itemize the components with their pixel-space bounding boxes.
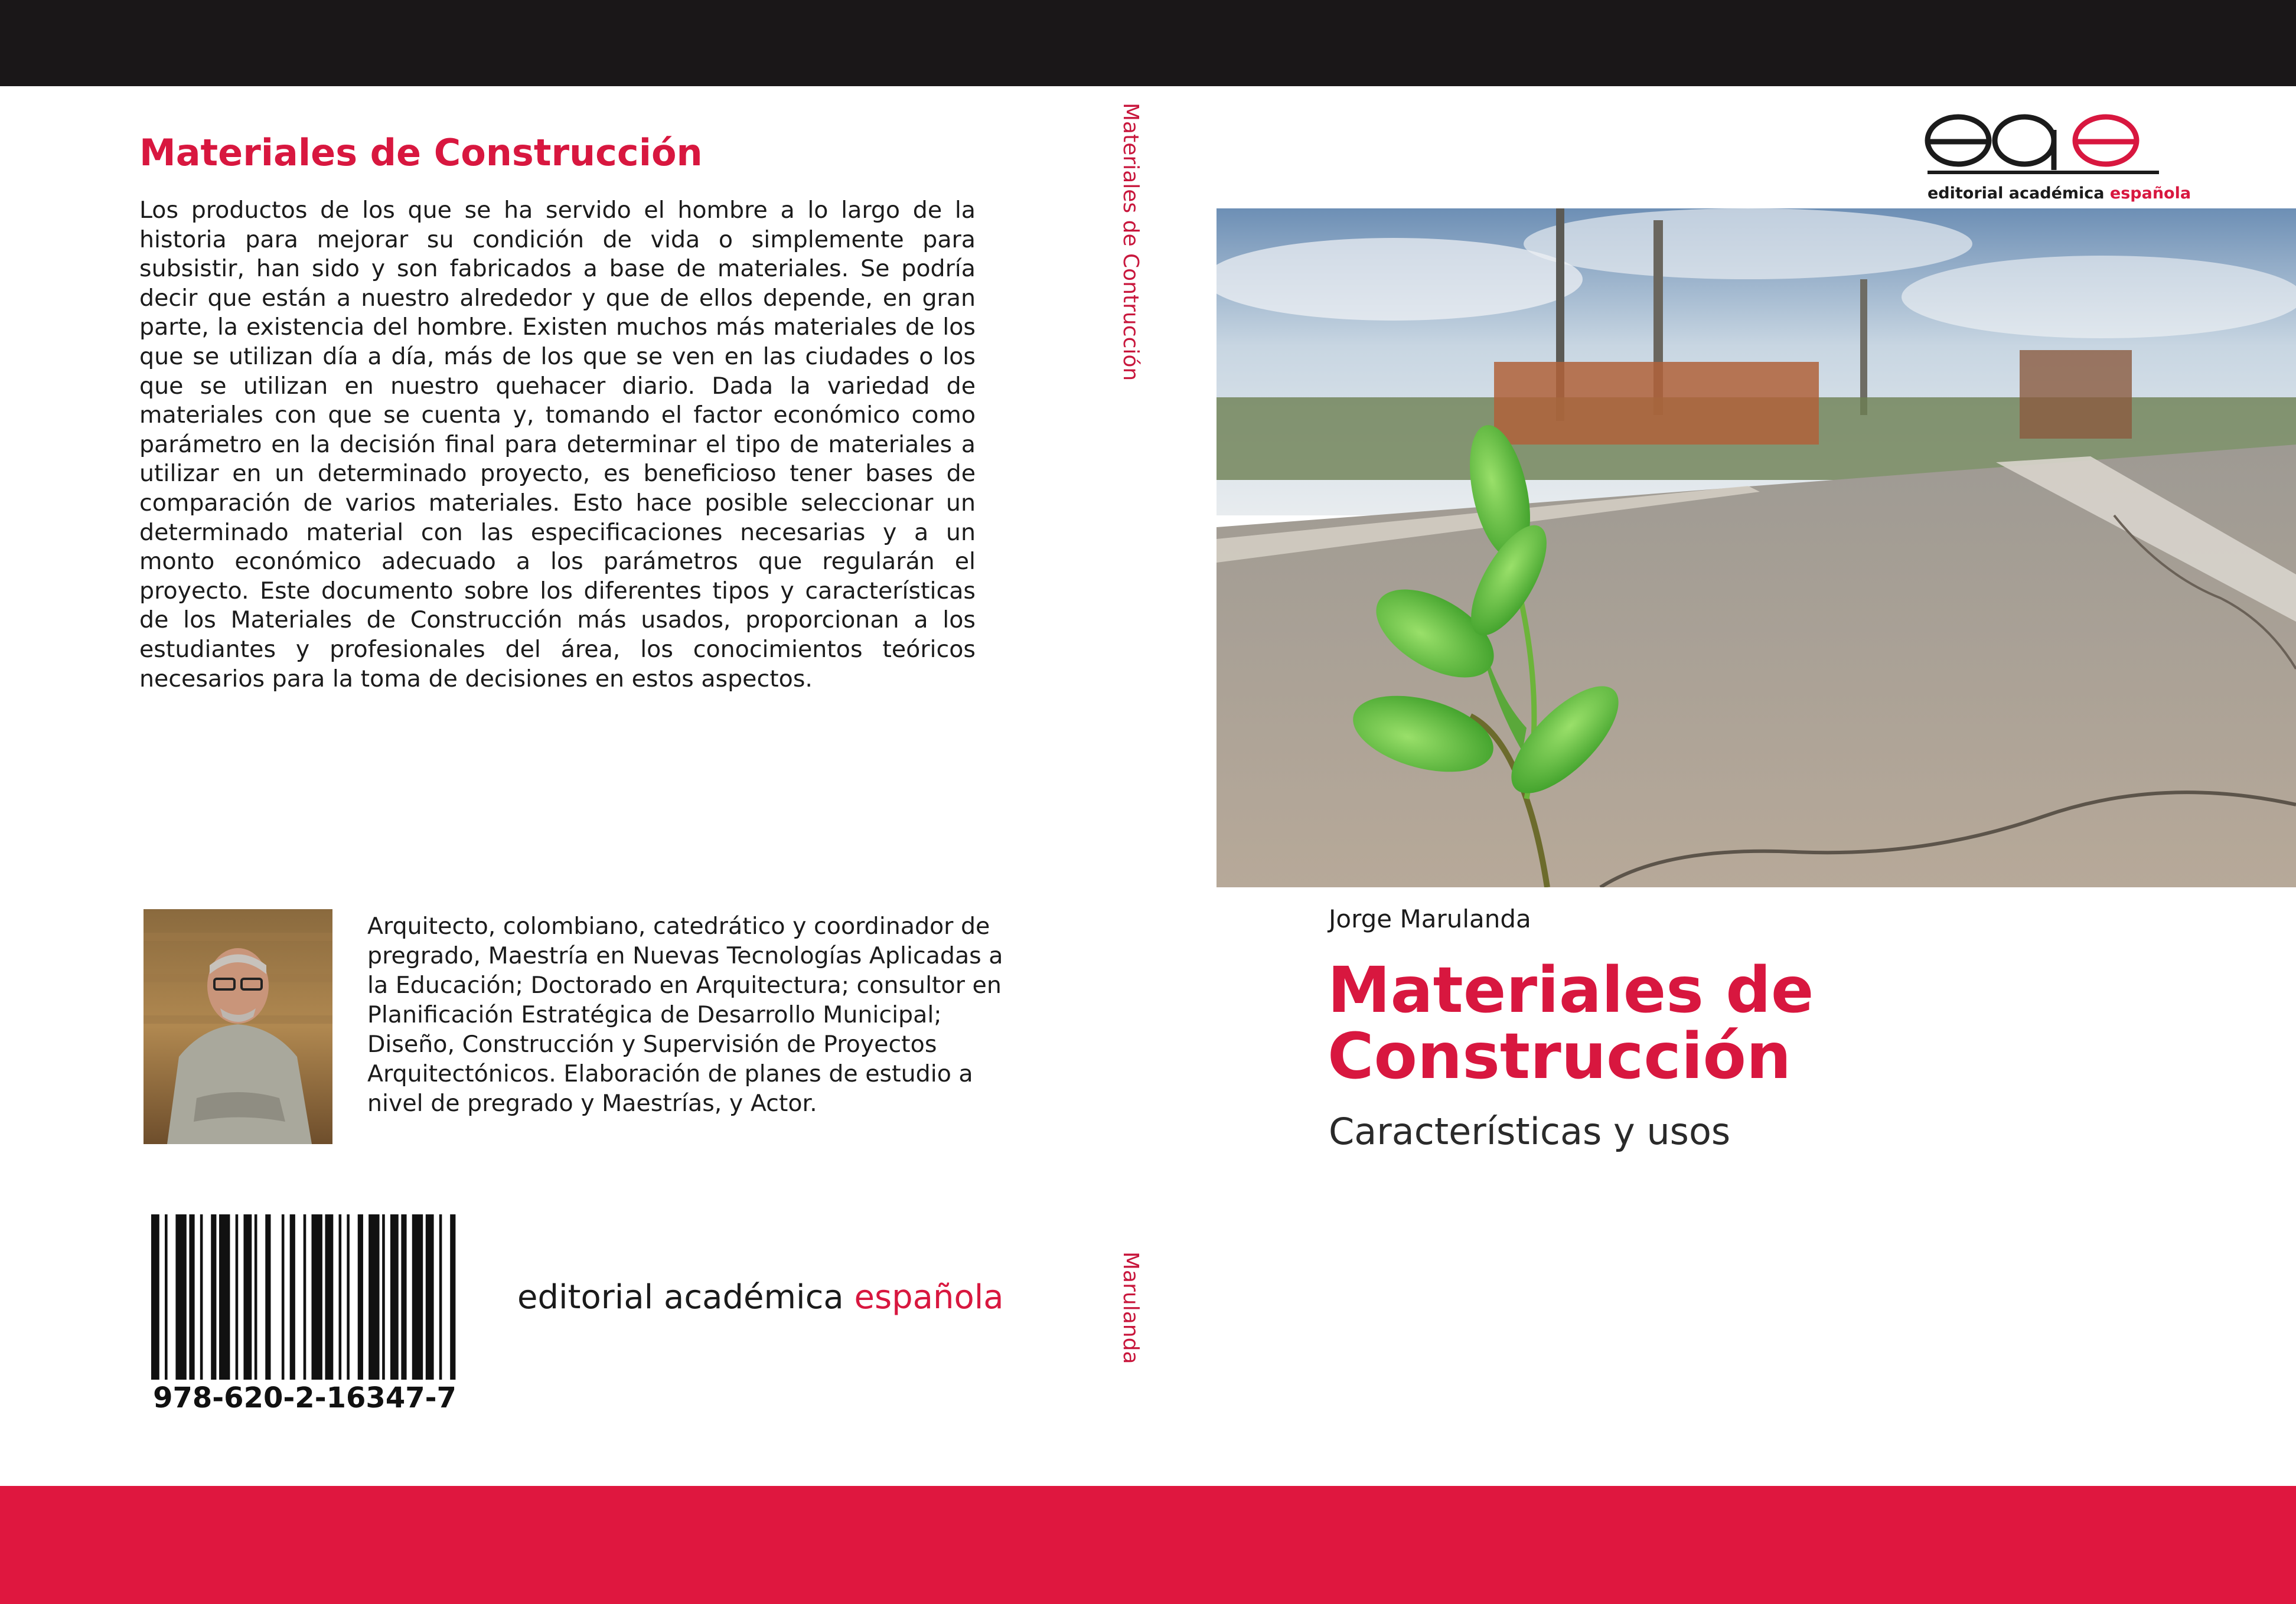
barcode-bar xyxy=(450,1214,455,1380)
back-publisher-name xyxy=(517,1278,1004,1316)
front-subtitle: Características y usos xyxy=(1329,1110,1731,1153)
barcode-bar xyxy=(265,1214,270,1380)
front-title-line2: Construcción xyxy=(1328,1020,1792,1093)
barcode-bar xyxy=(200,1214,203,1380)
bottom-band xyxy=(0,1486,2296,1604)
barcode-bar xyxy=(255,1214,257,1380)
barcode-bar xyxy=(412,1214,423,1380)
barcode-bar xyxy=(165,1214,168,1380)
spine-title-text: Materiales de Contrucción xyxy=(1118,103,1143,381)
barcode-bar xyxy=(243,1214,252,1380)
isbn-number: 978-620-2-16347-7 xyxy=(153,1381,456,1414)
barcode-bar xyxy=(347,1214,350,1380)
barcode-bar xyxy=(426,1214,434,1380)
back-cover-blurb: Los productos de los que se ha servido el hombre a lo largo de la historia para mejorar su condición de vida o simplemente para subsistir, han sido y son fabricados a base de materiales. Se podría decir que están a nuestro alrededor y que de ellos depende, en gran parte, la existencia del hombre. Existen muchos más materiales de los que se utilizan día a día, más de los que se ven en las ciudades o los que se utilizan en nuestro quehacer diario. Dada la variedad de materiales con que se cuenta y, tomando el factor económico como parámetro en la decisión final para determinar el tipo de materiales a utilizar en un determinado proyecto, es beneficioso tener bases de comparación de varios materiales. Esto hace posible seleccionar un determinado material con las especificaciones necesarias y a un monto económico adecuado a los parámetros que regularán el proyecto. Este documento sobre los diferentes tipos y características de los Materiales de Construcción más usados, proporcionan a los estudiantes y profesionales del área, los conocimientos teóricos necesarios para la toma de decisiones en estos aspectos. xyxy=(139,197,976,692)
logo-text xyxy=(1928,184,2191,202)
barcode xyxy=(151,1214,458,1386)
barcode-bar xyxy=(189,1214,194,1380)
barcode-bar xyxy=(339,1214,342,1380)
barcode-bar xyxy=(312,1214,322,1380)
barcode-bar xyxy=(236,1214,239,1380)
barcode-bar xyxy=(325,1214,334,1380)
barcode-bar xyxy=(401,1214,406,1380)
barcode-bar xyxy=(290,1214,295,1380)
author-photo xyxy=(144,909,332,1144)
barcode-bar xyxy=(358,1214,363,1380)
front-author-name: Jorge Marulanda xyxy=(1329,904,1531,933)
barcode-bar xyxy=(382,1214,385,1380)
barcode-bar xyxy=(390,1214,399,1380)
cover-image xyxy=(1217,208,2296,887)
spine-author-text: Marulanda xyxy=(1118,1252,1143,1364)
barcode-bar xyxy=(175,1214,186,1380)
barcode-bar xyxy=(368,1214,379,1380)
top-band xyxy=(0,0,2296,86)
front-title-line1: Materiales de xyxy=(1328,954,1814,1027)
barcode-bar xyxy=(439,1214,442,1380)
barcode-bar xyxy=(282,1214,285,1380)
barcode-bar xyxy=(211,1214,216,1380)
back-cover-title: Materiales de Construcción xyxy=(139,131,703,174)
front-title xyxy=(1328,954,1814,1093)
barcode-bars xyxy=(151,1214,458,1380)
barcode-bar xyxy=(304,1214,306,1380)
publisher-name-accent: española xyxy=(854,1278,1004,1316)
publisher-name-main: editorial académica xyxy=(517,1278,855,1316)
barcode-bar xyxy=(219,1214,230,1380)
barcode-bar xyxy=(151,1214,159,1380)
logo-text-main: editorial académica xyxy=(1928,184,2110,202)
logo-text-accent: española xyxy=(2109,184,2191,202)
author-bio: Arquitecto, colombiano, catedrático y coordinador de pregrado, Maestría en Nuevas Tecnologías Aplicadas a la Educación; Doctorado en Arquitectura; consultor en Planificación Estratégica de Desarrollo Municipal; Diseño, Construcción y Supervisión de Proyectos Arquitectónicos. Elaboración de planes de estudio a nivel de pregrado y Maestrías, y Actor. xyxy=(367,913,1003,1117)
